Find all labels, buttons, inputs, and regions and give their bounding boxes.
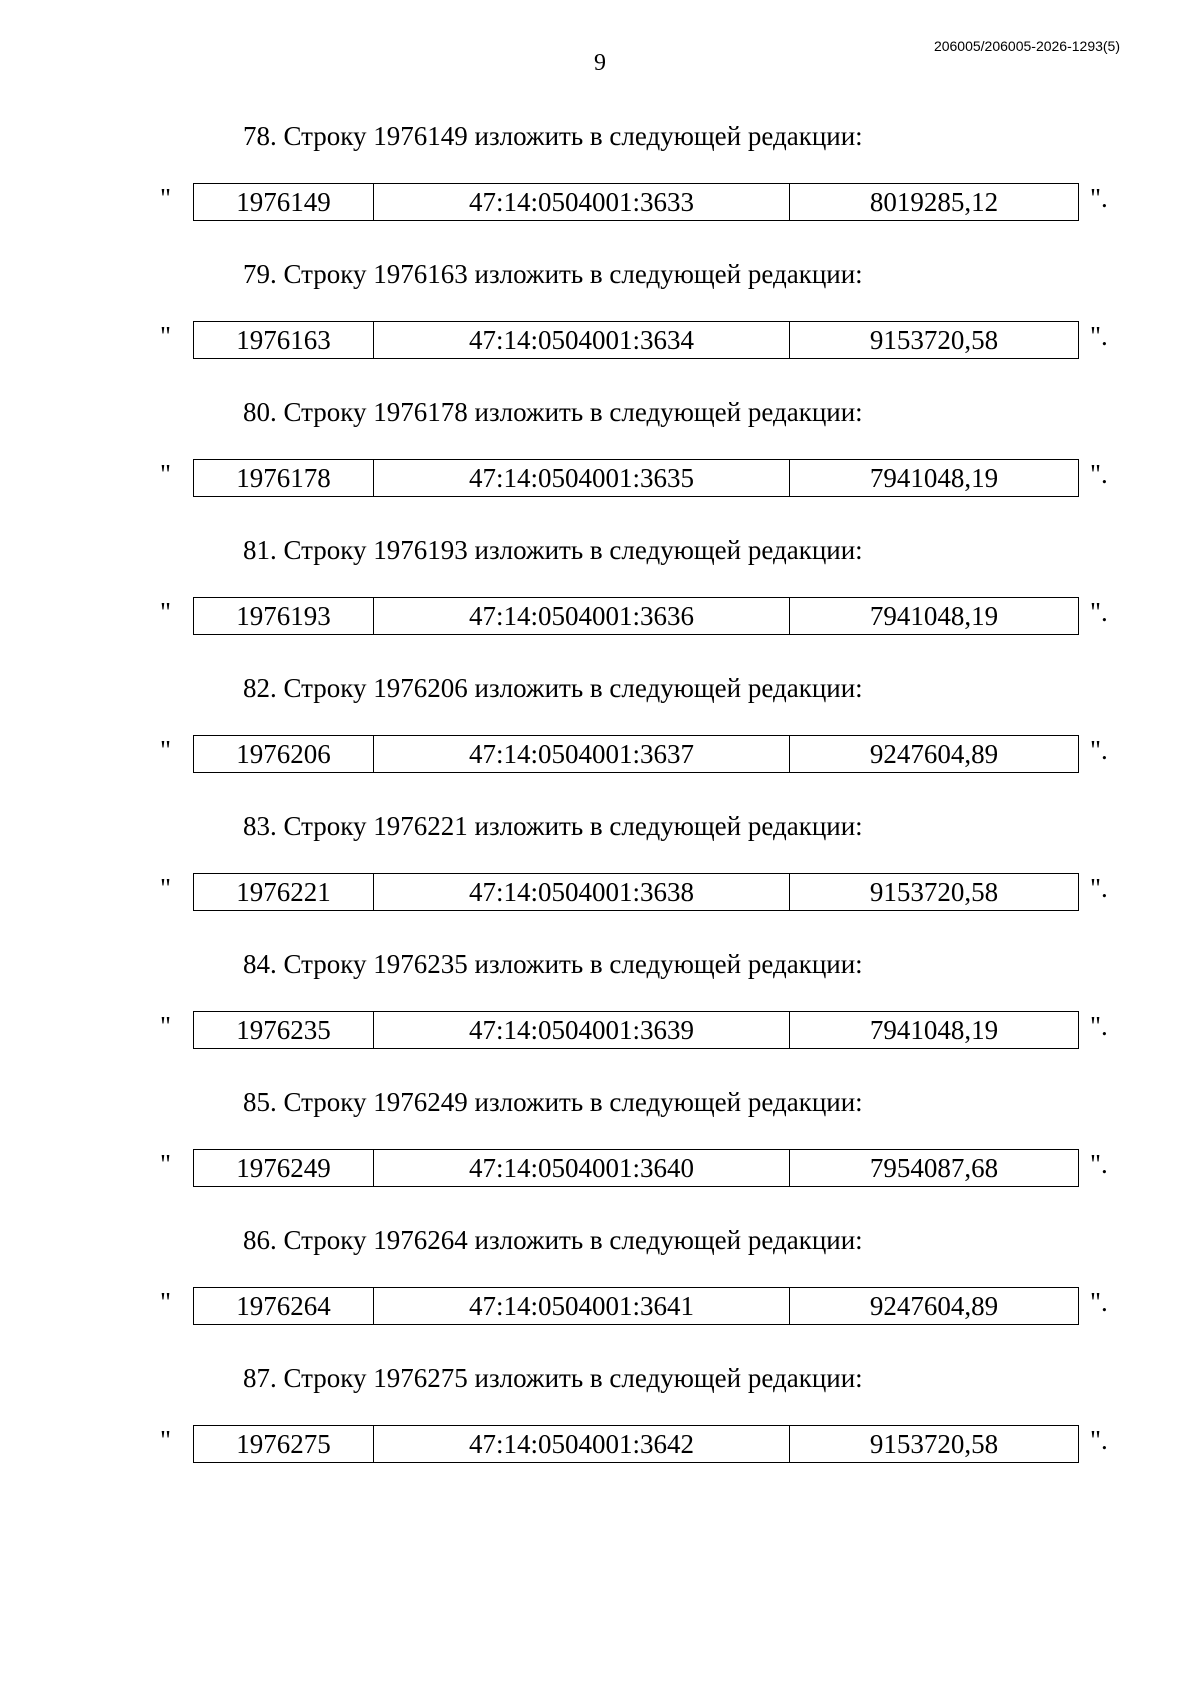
cadastral-number-cell: 47:14:0504001:3638 bbox=[374, 874, 790, 910]
cadastral-number-cell: 47:14:0504001:3634 bbox=[374, 322, 790, 358]
opening-quote: " bbox=[160, 597, 172, 627]
row-number-cell: 1976178 bbox=[194, 460, 374, 496]
amendment-instruction: 83. Строку 1976221 изложить в следующей редакции: bbox=[243, 811, 863, 841]
amendment-instruction: 87. Строку 1976275 изложить в следующей редакции: bbox=[243, 1363, 863, 1393]
row-number-cell: 1976163 bbox=[194, 322, 374, 358]
amendment-entry bbox=[0, 396, 1200, 534]
row-number-cell: 1976193 bbox=[194, 598, 374, 634]
opening-quote: " bbox=[160, 1011, 172, 1041]
table-row bbox=[193, 1149, 1079, 1187]
closing-quote: ". bbox=[1090, 459, 1108, 489]
table-row bbox=[193, 735, 1079, 773]
amendment-entry bbox=[0, 1362, 1200, 1500]
amendment-entry bbox=[0, 120, 1200, 258]
closing-quote: ". bbox=[1090, 321, 1108, 351]
amendment-instruction: 81. Строку 1976193 изложить в следующей редакции: bbox=[243, 535, 863, 565]
cadastral-number-cell: 47:14:0504001:3641 bbox=[374, 1288, 790, 1324]
page-number: 9 bbox=[594, 50, 606, 76]
amendment-entry bbox=[0, 948, 1200, 1086]
amendment-entry bbox=[0, 672, 1200, 810]
opening-quote: " bbox=[160, 1149, 172, 1179]
table-row bbox=[193, 597, 1079, 635]
opening-quote: " bbox=[160, 873, 172, 903]
closing-quote: ". bbox=[1090, 183, 1108, 213]
table-row bbox=[193, 321, 1079, 359]
amendment-instruction: 79. Строку 1976163 изложить в следующей редакции: bbox=[243, 259, 863, 289]
row-number-cell: 1976264 bbox=[194, 1288, 374, 1324]
cadastral-value-cell: 8019285,12 bbox=[869, 186, 999, 217]
document-id: 206005/206005-2026-1293(5) bbox=[933, 38, 1120, 54]
amendment-entry bbox=[0, 1224, 1200, 1362]
opening-quote: " bbox=[160, 183, 172, 213]
cadastral-number-cell: 47:14:0504001:3636 bbox=[374, 598, 790, 634]
opening-quote: " bbox=[160, 321, 172, 351]
amendment-instruction: 78. Строку 1976149 изложить в следующей редакции: bbox=[243, 121, 863, 151]
cadastral-value-cell: 9153720,58 bbox=[869, 876, 999, 907]
amendment-instruction: 80. Строку 1976178 изложить в следующей редакции: bbox=[243, 397, 863, 427]
amendment-entry bbox=[0, 810, 1200, 948]
closing-quote: ". bbox=[1090, 1425, 1108, 1455]
closing-quote: ". bbox=[1090, 1011, 1108, 1041]
amendment-instruction: 84. Строку 1976235 изложить в следующей редакции: bbox=[243, 949, 863, 979]
row-number-cell: 1976206 bbox=[194, 736, 374, 772]
cadastral-value-cell: 9153720,58 bbox=[869, 1428, 999, 1459]
opening-quote: " bbox=[160, 1425, 172, 1455]
cadastral-value-cell: 7941048,19 bbox=[869, 600, 999, 631]
amendment-instruction: 82. Строку 1976206 изложить в следующей редакции: bbox=[243, 673, 863, 703]
cadastral-number-cell: 47:14:0504001:3640 bbox=[374, 1150, 790, 1186]
row-number-cell: 1976235 bbox=[194, 1012, 374, 1048]
table-row bbox=[193, 1425, 1079, 1463]
closing-quote: ". bbox=[1090, 1149, 1108, 1179]
cadastral-number-cell: 47:14:0504001:3633 bbox=[374, 184, 790, 220]
table-row bbox=[193, 1287, 1079, 1325]
table-row bbox=[193, 183, 1079, 221]
closing-quote: ". bbox=[1090, 873, 1108, 903]
row-number-cell: 1976221 bbox=[194, 874, 374, 910]
cadastral-value-cell: 7941048,19 bbox=[869, 1014, 999, 1045]
cadastral-number-cell: 47:14:0504001:3642 bbox=[374, 1426, 790, 1462]
row-number-cell: 1976249 bbox=[194, 1150, 374, 1186]
cadastral-value-cell: 9153720,58 bbox=[869, 324, 999, 355]
amendment-entry bbox=[0, 1086, 1200, 1224]
opening-quote: " bbox=[160, 1287, 172, 1317]
table-row bbox=[193, 1011, 1079, 1049]
row-number-cell: 1976275 bbox=[194, 1426, 374, 1462]
row-number-cell: 1976149 bbox=[194, 184, 374, 220]
table-row bbox=[193, 873, 1079, 911]
cadastral-value-cell: 9247604,89 bbox=[869, 738, 999, 769]
cadastral-value-cell: 9247604,89 bbox=[869, 1290, 999, 1321]
table-row bbox=[193, 459, 1079, 497]
cadastral-value-cell: 7941048,19 bbox=[869, 462, 999, 493]
amendment-instruction: 86. Строку 1976264 изложить в следующей редакции: bbox=[243, 1225, 863, 1255]
cadastral-number-cell: 47:14:0504001:3637 bbox=[374, 736, 790, 772]
opening-quote: " bbox=[160, 735, 172, 765]
opening-quote: " bbox=[160, 459, 172, 489]
cadastral-number-cell: 47:14:0504001:3635 bbox=[374, 460, 790, 496]
closing-quote: ". bbox=[1090, 1287, 1108, 1317]
amendment-entry bbox=[0, 258, 1200, 396]
closing-quote: ". bbox=[1090, 597, 1108, 627]
cadastral-value-cell: 7954087,68 bbox=[869, 1152, 999, 1183]
amendment-instruction: 85. Строку 1976249 изложить в следующей редакции: bbox=[243, 1087, 863, 1117]
amendment-entry bbox=[0, 534, 1200, 672]
closing-quote: ". bbox=[1090, 735, 1108, 765]
cadastral-number-cell: 47:14:0504001:3639 bbox=[374, 1012, 790, 1048]
